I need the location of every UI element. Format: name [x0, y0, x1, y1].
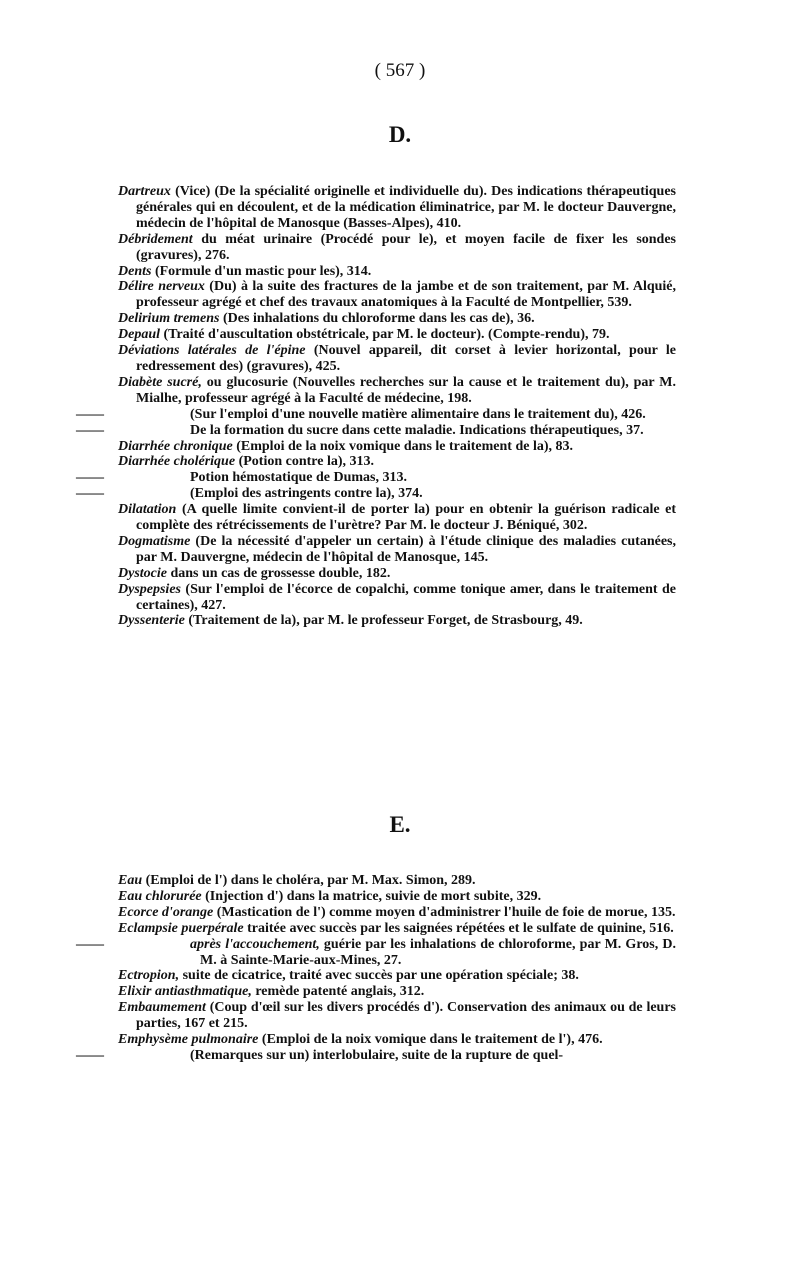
- entry-term: Emphysème pulmonaire: [118, 1032, 259, 1048]
- index-entry: [118, 454, 676, 470]
- index-entry: [118, 343, 676, 375]
- index-entry: [118, 327, 676, 343]
- entry-text: (Remarques sur un) interlobulaire, suite de la rupture de quel-: [190, 1047, 564, 1063]
- entry-term: Diarrhée cholérique: [118, 454, 236, 470]
- repeat-dash: ——: [76, 1047, 104, 1063]
- entry-text: ou glucosurie (Nouvelles recherches sur la cause et le traitement du), par M. Mialhe, professeur agrégé à la Faculté de médecine, 198.: [136, 374, 677, 406]
- entry-text: (De la nécessité d'appeler un certain) à l'étude clinique des maladies cutanées, par M. Dauvergne, médecin de l'hôpital de Manosque, 145.: [136, 533, 677, 565]
- entry-text: guérie par les inhalations de chloroforme, par M. Gros, D. M. à Sainte-Marie-aux-Mines, 27.: [200, 936, 676, 968]
- index-entry: [118, 613, 676, 629]
- entry-text: remède patenté anglais, 312.: [255, 984, 425, 1000]
- index-entry: [118, 905, 676, 921]
- entry-term: Dilatation: [118, 502, 177, 518]
- entry-term: Dartreux: [118, 184, 171, 199]
- index-entry: [118, 582, 676, 614]
- entry-text: (Coup d'œil sur les divers procédés d'). Conservation des animaux ou de leurs parties, 167 et 215.: [136, 1000, 677, 1032]
- repeat-dash: ——: [76, 422, 104, 438]
- entries-e: [76, 873, 677, 1064]
- entry-term: Dyspepsies: [118, 581, 181, 597]
- entry-term: Elixir antiasthmatique,: [118, 984, 252, 1000]
- index-entry: [76, 486, 676, 502]
- entry-text: Potion hémostatique de Dumas, 313.: [190, 470, 408, 486]
- entry-term: Dystocie: [118, 565, 167, 581]
- section-letter-d: D.: [388, 122, 412, 147]
- entry-text: (Sur l'emploi d'une nouvelle matière alimentaire dans le traitement du), 426.: [190, 406, 646, 422]
- index-entry: [118, 375, 676, 407]
- repeat-dash: ——: [76, 406, 104, 422]
- entry-term: Débridement: [118, 231, 193, 247]
- entry-text: (Du) à la suite des fractures de la jambe et de son traitement, par M. Alquié, professeur agrégé et chef des travaux anatomiques à la Faculté de Montpellier, 539.: [136, 279, 677, 311]
- index-entry: [118, 921, 676, 937]
- index-entry: [118, 502, 676, 534]
- entry-text: (Mastication de l') comme moyen d'administrer l'huile de foie de morue, 135.: [216, 904, 676, 920]
- index-entry: [118, 232, 676, 264]
- index-entry: [118, 184, 676, 232]
- entry-text: traitée avec succès par les saignées répétées et le sulfate de quinine, 516.: [247, 920, 674, 936]
- repeat-dash: ——: [76, 486, 104, 502]
- entry-text: du méat urinaire (Procédé pour le), et moyen facile de fixer les sondes (gravures), 276.: [136, 231, 677, 263]
- entry-text: (Des inhalations du chloroforme dans les cas de), 36.: [223, 311, 535, 327]
- entry-text: (Vice) (De la spécialité originelle et individuelle du). Des indications thérapeutiques générales qui en découlent, et de la médication éliminatrice, par M. le docteur Dauvergne, médecin de l'hôpital de Manosque (Basses-Alpes), 410.: [136, 184, 677, 231]
- entry-text: (Traité d'auscultation obstétricale, par M. le docteur). (Compte-rendu), 79.: [163, 327, 610, 343]
- entry-text: (Emploi de l') dans le choléra, par M. Max. Simon, 289.: [145, 873, 476, 888]
- index-entry: [118, 889, 676, 905]
- entry-text: (Sur l'emploi de l'écorce de copalchi, comme tonique amer, dans le traitement de certaines), 427.: [136, 581, 677, 613]
- index-entry: [118, 1032, 676, 1048]
- entry-text: (Emploi de la noix vomique dans le traitement de la), 83.: [236, 438, 574, 454]
- entry-term: Délire nerveux: [118, 279, 205, 295]
- entry-text: (A quelle limite convient-il de porter la) pour en obtenir la guérison radicale et complète des rétrécissements de l'urètre? Par M. le docteur J. Béniqué, 302.: [136, 502, 677, 534]
- entry-text: (Formule d'un mastic pour les), 314.: [154, 263, 372, 279]
- index-entry: [118, 264, 676, 280]
- index-entry: [118, 279, 676, 311]
- section-letter-e: E.: [389, 812, 411, 837]
- entry-term: Eclampsie puerpérale: [118, 920, 244, 936]
- entry-term: après l'accouchement,: [190, 936, 320, 952]
- repeat-dash: ——: [76, 936, 104, 952]
- index-entry: [118, 873, 676, 889]
- entry-term: Ecorce d'orange: [118, 904, 214, 920]
- entry-term: Dogmatisme: [118, 533, 191, 549]
- entry-term: Déviations latérales de l'épine: [118, 343, 306, 359]
- entry-text: suite de cicatrice, traité avec succès par une opération spéciale; 38.: [182, 968, 579, 984]
- entry-term: Dyssenterie: [118, 613, 185, 629]
- index-entry: [76, 1047, 676, 1064]
- index-entry: [118, 439, 676, 455]
- entry-text: (Injection d') dans la matrice, suivie de mort subite, 329.: [205, 888, 542, 904]
- entry-term: Eau: [118, 873, 143, 888]
- index-entry: [118, 311, 676, 327]
- page-number: ( 567 ): [374, 60, 426, 81]
- entry-text: De la formation du sucre dans cette maladie. Indications thérapeutiques, 37.: [190, 422, 644, 438]
- entry-term: Delirium tremens: [118, 311, 220, 327]
- entry-text: (Traitement de la), par M. le professeur Forget, de Strasbourg, 49.: [188, 613, 583, 629]
- entry-term: Diabète sucré,: [118, 374, 202, 390]
- entry-text: (Emploi des astringents contre la), 374.: [190, 486, 423, 502]
- entry-text: dans un cas de grossesse double, 182.: [170, 565, 391, 581]
- index-entry: [118, 566, 676, 582]
- entry-text: (Potion contre la), 313.: [238, 454, 375, 470]
- entry-term: Dents: [118, 263, 152, 279]
- index-entry: [76, 470, 676, 486]
- repeat-dash: ——: [76, 470, 104, 486]
- entry-text: (Nouvel appareil, dit corset à levier horizontal, pour le redressement des) (gravures), 425.: [136, 343, 676, 374]
- index-entry: [118, 968, 676, 984]
- entries-d: [76, 184, 677, 629]
- index-entry: [76, 406, 676, 423]
- entry-term: Embaumement: [118, 1000, 206, 1016]
- index-entry: [76, 936, 676, 969]
- index-entry: [118, 534, 676, 566]
- index-entry: [118, 1000, 676, 1032]
- index-entry: [76, 422, 676, 439]
- index-entry: [118, 984, 676, 1000]
- entry-text: (Emploi de la noix vomique dans le traitement de l'), 476.: [261, 1032, 603, 1048]
- entry-term: Depaul: [118, 327, 160, 343]
- entry-term: Diarrhée chronique: [118, 438, 233, 454]
- entry-term: Ectropion,: [118, 968, 180, 984]
- entry-term: Eau chlorurée: [118, 888, 202, 904]
